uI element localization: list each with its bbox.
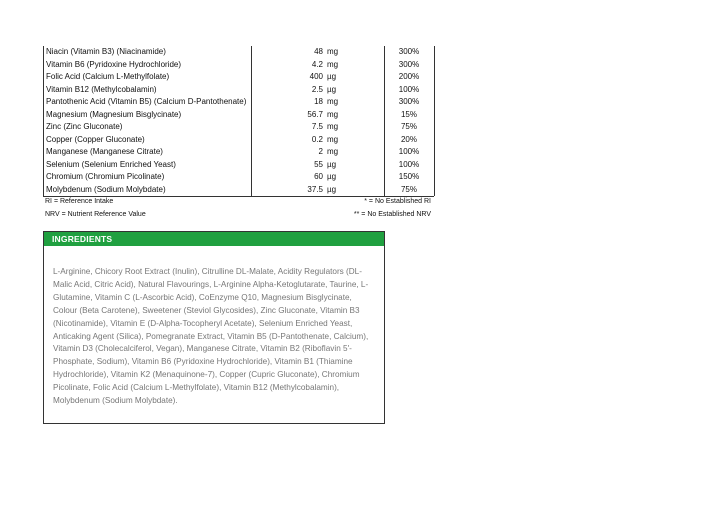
ingredients-line: Glutamine, Vitamin C (L-Ascorbic Acid), CoEnzyme Q10, Magnesium Bisglycinate, xyxy=(53,292,352,302)
nutrient-name: Vitamin B6 (Pyridoxine Hydrochloride) xyxy=(46,59,182,69)
nutrient-unit: µg xyxy=(327,184,337,194)
nutrient-row xyxy=(44,96,434,109)
nutrient-unit: µg xyxy=(327,72,337,81)
nutrient-nrv: 15% xyxy=(400,109,417,119)
nutrient-row xyxy=(44,109,434,122)
nutrient-nrv: 100% xyxy=(398,147,420,156)
nutrient-amount: 18 xyxy=(314,97,323,106)
nutrient-nrv: 100% xyxy=(398,159,420,169)
nutrient-amount: 55 xyxy=(314,159,323,169)
nutrient-amount: 0.2 xyxy=(311,134,323,144)
ingredients-panel xyxy=(43,231,385,424)
nutrient-nrv: 100% xyxy=(398,84,420,94)
nutrient-name: Selenium (Selenium Enriched Yeast) xyxy=(46,159,176,169)
ingredients-line: (Nicotinamide), Vitamin E (D-Alpha-Tocopheryl Acetate), Selenium Enriched Yeast, xyxy=(53,318,353,328)
nutrient-name: Pantothenic Acid (Vitamin B5) (Calcium D-Pantothenate) xyxy=(46,97,247,106)
footnote-nrv: NRV = Nutrient Reference Value xyxy=(45,211,146,218)
nutrient-unit: µg xyxy=(327,172,337,181)
nutrient-row xyxy=(44,159,434,172)
nutrient-unit: mg xyxy=(327,147,339,156)
nutrient-row xyxy=(44,134,434,147)
nutrient-amount: 48 xyxy=(314,47,323,56)
nutrient-amount: 7.5 xyxy=(311,122,323,131)
nutrient-row xyxy=(44,146,434,159)
nutrient-name: Copper (Copper Gluconate) xyxy=(46,134,145,144)
nutrient-row xyxy=(44,121,434,134)
nutrient-unit: µg xyxy=(327,159,337,169)
ingredients-line: Malic Acid, Citric Acid), Natural Flavourings, L-Arginine Alpha-Ketoglutarate, Taurine, L- xyxy=(53,279,369,289)
nutrient-nrv: 75% xyxy=(400,122,417,131)
nutrient-amount: 56.7 xyxy=(307,109,323,119)
ingredients-line: L-Arginine, Chicory Root Extract (Inulin), Citrulline DL-Malate, Acidity Regulators (DL- xyxy=(53,267,362,276)
nutrient-amount: 2.5 xyxy=(311,84,323,94)
ingredients-text xyxy=(53,266,381,408)
nutrient-name: Magnesium (Magnesium Bisglycinate) xyxy=(46,109,182,119)
nutrient-name: Chromium (Chromium Picolinate) xyxy=(46,172,165,181)
footnote-ri: RI = Reference Intake xyxy=(45,198,114,205)
nutrient-name: Molybdenum (Sodium Molybdate) xyxy=(46,184,166,194)
ingredients-line: Anticaking Agent (Silica), Pomegranate Extract, Vitamin B5 (D-Pantothenate, Calcium), xyxy=(53,331,369,341)
nutrient-nrv: 300% xyxy=(398,59,420,69)
nutrient-amount: 37.5 xyxy=(307,184,323,194)
ingredients-line: Colour (Beta Carotene), Sweetener (Steviol Glycosides), Zinc Gluconate, Vitamin B3 xyxy=(53,305,360,315)
nutrient-unit: mg xyxy=(327,47,339,56)
nutrient-amount: 2 xyxy=(318,147,323,156)
nutrient-nrv: 150% xyxy=(398,172,420,181)
nutrient-name: Vitamin B12 (Methylcobalamin) xyxy=(46,84,157,94)
nutrient-nrv: 300% xyxy=(398,47,420,56)
table-bottom-border xyxy=(43,196,434,197)
nutrient-row xyxy=(44,171,434,184)
nutrient-amount: 400 xyxy=(309,72,323,81)
nutrient-unit: mg xyxy=(327,134,339,144)
nutrient-row xyxy=(44,46,434,59)
ingredients-line: Picolinate, Folic Acid (Calcium L-Methylfolate), Vitamin B12 (Methylcobalamin), xyxy=(53,383,340,393)
nutrient-row xyxy=(44,71,434,84)
nutrient-row xyxy=(44,84,434,97)
nutrient-name: Niacin (Vitamin B3) (Niacinamide) xyxy=(46,47,166,56)
nutrient-amount: 4.2 xyxy=(311,59,323,69)
nutrient-row xyxy=(44,184,434,197)
nutrient-name: Zinc (Zinc Gluconate) xyxy=(46,122,123,131)
ingredients-line: Molybdenum (Sodium Molybdate). xyxy=(53,396,178,406)
nutrient-nrv: 75% xyxy=(400,184,417,194)
ingredients-line: Phosphate, Sodium), Vitamin B6 (Pyridoxine Hydrochloride), Vitamin B1 (Thiamine xyxy=(53,357,353,367)
nutrient-unit: mg xyxy=(327,97,339,106)
nutrient-amount: 60 xyxy=(314,172,323,181)
footnote-no-nrv: ** = No Established NRV xyxy=(353,211,431,218)
ingredients-line: Vitamin D3 (Cholecalciferol, Vegan), Manganese Citrate, Vitamin B2 (Riboflavin 5'- xyxy=(53,344,352,354)
nutrient-unit: mg xyxy=(327,122,339,131)
nutrient-row xyxy=(44,59,434,72)
nutrient-name: Folic Acid (Calcium L-Methylfolate) xyxy=(46,72,170,81)
ingredients-line: Hydrochloride), Vitamin K2 (Menaquinone-7), Copper (Cupric Gluconate), Chromium xyxy=(53,370,360,380)
nutrient-nrv: 300% xyxy=(398,97,420,106)
nutrient-unit: µg xyxy=(327,84,337,94)
nutrient-table xyxy=(43,46,435,196)
nutrient-name: Manganese (Manganese Citrate) xyxy=(46,147,163,156)
nutrient-nrv: 200% xyxy=(398,72,420,81)
nutrient-unit: mg xyxy=(327,59,339,69)
nutrient-nrv: 20% xyxy=(400,134,417,144)
footnote-no-ri: * = No Established RI xyxy=(364,198,431,205)
ingredients-title: INGREDIENTS xyxy=(44,232,384,246)
nutrient-unit: mg xyxy=(327,109,339,119)
